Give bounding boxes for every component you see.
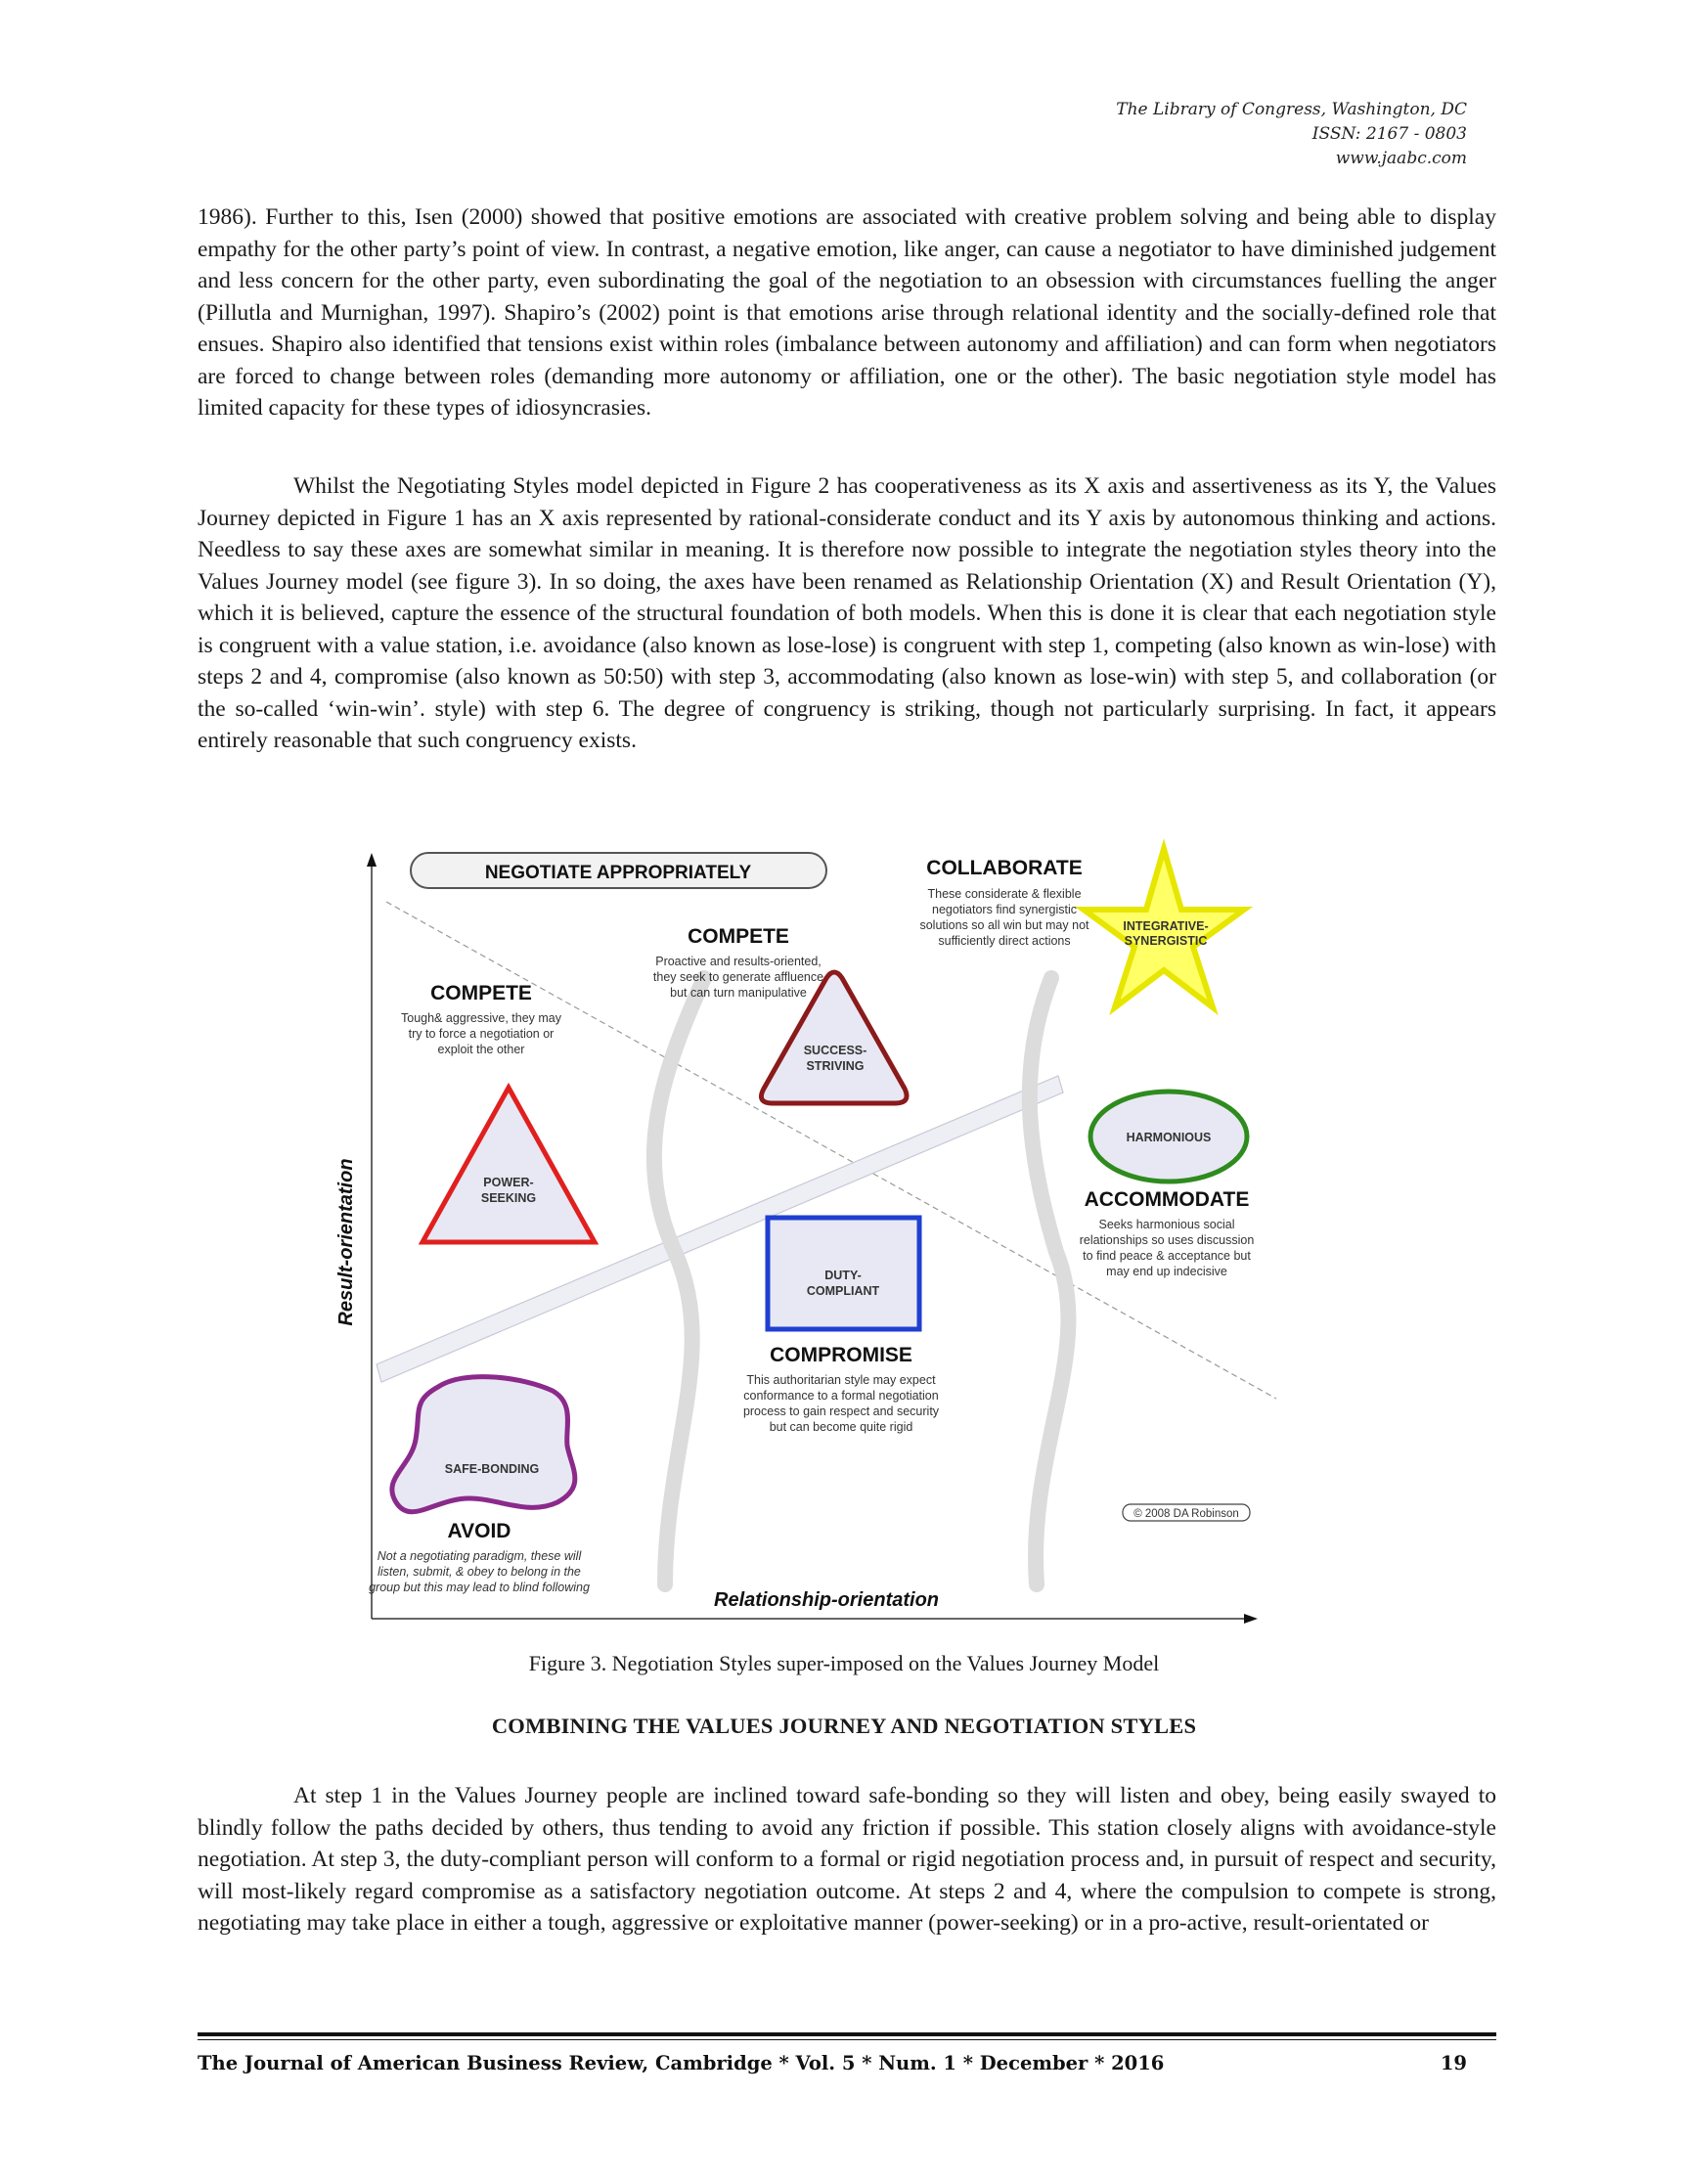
- success-label-1: SUCCESS-: [803, 1044, 867, 1057]
- compete-top-desc-3: but can turn manipulative: [670, 986, 807, 1000]
- compromise-desc-1: This authoritarian style may expect: [746, 1373, 936, 1387]
- compete-top-title: COMPETE: [688, 925, 789, 948]
- harmonious-label: HARMONIOUS: [1126, 1131, 1212, 1144]
- accommodate-desc-4: may end up indecisive: [1106, 1265, 1227, 1278]
- star-label-1: INTEGRATIVE-: [1123, 919, 1209, 933]
- values-journey-diagram: [335, 841, 1281, 1624]
- collaborate-desc-3: solutions so all win but may not: [919, 918, 1089, 932]
- section-heading: COMBINING THE VALUES JOURNEY AND NEGOTIATION STYLES: [491, 1714, 1197, 1738]
- compromise-desc-3: process to gain respect and security: [742, 1404, 940, 1418]
- compete-left-desc-3: exploit the other: [437, 1043, 525, 1056]
- duty-label-1: DUTY-: [824, 1269, 862, 1282]
- x-axis-label: Relationship-orientation: [714, 1589, 939, 1611]
- avoid-title: AVOID: [447, 1520, 511, 1542]
- accommodate-desc-3: to find peace & acceptance but: [1083, 1249, 1251, 1263]
- accommodate-desc-1: Seeks harmonious social: [1098, 1218, 1235, 1231]
- copyright-label: © 2008 DA Robinson: [1133, 1508, 1239, 1520]
- header-line-1: The Library of Congress, Washington, DC: [1116, 100, 1467, 119]
- journal-header: [1116, 98, 1467, 171]
- y-axis-label: Result-orientation: [335, 1158, 357, 1326]
- collaborate-desc-1: These considerate & flexible: [927, 887, 1082, 901]
- wave-left: [654, 978, 704, 1584]
- footer-journal: The Journal of American Business Review, Cambridge * Vol. 5 * Num. 1 * December * 2016: [198, 2052, 1165, 2074]
- body-paragraph-3: At step 1 in the Values Journey people are inclined toward safe-bonding so they will listen and obey, being easily swayed to blindly follow the paths decided by others, thus tending to avoid any friction if possible. This station closely aligns with avoidance-style negotiation. At step 3, the duty-compliant person will conform to a formal or rigid negotiation process and, in pursuit of respect and security, will most-likely regard compromise as a satisfactory negotiation outcome. At steps 2 and 4, where the compulsion to compete is strong, negotiating may take place in either a tough, aggressive or exploitative manner (power-seeking) or in a pro-active, result-orientated or: [198, 1783, 1496, 1936]
- body-paragraph-1: 1986). Further to this, Isen (2000) showed that positive emotions are associated with creative problem solving and being able to display empathy for the other party’s point of view. In contrast, a negative emotion, like anger, can cause a negotiator to have diminished judgement and less concern for the other party, even subordinating the goal of the negotiation to an obsession with circumstances fuelling the anger (Pillutla and Murnighan, 1997). Shapiro’s (2002) point is that emotions arise through relational identity and the socially-defined role that ensues. Shapiro also identified that tensions exist within roles (imbalance between autonomy and affiliation) and can form when negotiators are forced to change between roles (demanding more autonomy or affiliation, one or the other). The basic negotiation style model has limited capacity for these types of idiosyncrasies.: [198, 204, 1496, 421]
- star-label-2: SYNERGISTIC: [1124, 934, 1208, 948]
- figure-3: [335, 841, 1281, 1624]
- compete-left-desc-2: try to force a negotiation or: [408, 1027, 555, 1041]
- compete-top-desc-2: they seek to generate affluence: [652, 970, 824, 984]
- success-label-2: STRIVING: [806, 1059, 865, 1073]
- power-seeking-triangle: [422, 1088, 595, 1242]
- body-paragraph-2: Whilst the Negotiating Styles model depicted in Figure 2 has cooperativeness as its X axis and assertiveness as its Y, the Values Journey depicted in Figure 1 has an X axis represented by rational-considerate conduct and its Y axis by autonomous thinking and actions. Needless to say these axes are somewhat similar in meaning. It is therefore now possible to integrate the negotiation styles theory into the Values Journey model (see figure 3). In so doing, the axes have been renamed as Relationship Orientation (X) and Result Orientation (Y), which it is believed, capture the essence of the structural foundation of both models. When this is done it is clear that each negotiation style is congruent with a value station, i.e. avoidance (also known as lose-lose) is congruent with step 1, competing (also known as win-lose) with steps 2 and 4, compromise (also known as 50:50) with step 3, accommodating (also known as lose-win) with step 5, and collaboration (or the so-called ‘win-win’. style) with step 6. The degree of congruency is striking, though not particularly surprising. In fact, it appears entirely reasonable that such congruency exists.: [198, 473, 1496, 753]
- compete-left-title: COMPETE: [430, 982, 532, 1004]
- collaborate-title: COLLABORATE: [926, 857, 1083, 879]
- collaborate-desc-2: negotiators find synergistic: [932, 903, 1077, 916]
- accommodate-desc-2: relationships so uses discussion: [1079, 1233, 1255, 1247]
- avoid-desc-2: listen, submit, & obey to belong in the: [378, 1565, 581, 1579]
- compete-left-desc-1: Tough& aggressive, they may: [401, 1011, 561, 1025]
- page-number: 19: [1440, 2052, 1467, 2074]
- footer-rule-thick: [198, 2032, 1496, 2036]
- x-axis-arrow: [1244, 1614, 1258, 1624]
- power-label-2: SEEKING: [480, 1191, 537, 1205]
- power-label-1: POWER-: [483, 1176, 534, 1189]
- banner-label: NEGOTIATE APPROPRIATELY: [484, 863, 752, 883]
- duty-label-2: COMPLIANT: [806, 1284, 880, 1298]
- safe-bonding-label: SAFE-BONDING: [444, 1462, 540, 1476]
- y-axis-arrow: [367, 853, 377, 867]
- accommodate-title: ACCOMMODATE: [1084, 1188, 1250, 1211]
- figure-caption: Figure 3. Negotiation Styles super-imposed on the Values Journey Model: [528, 1651, 1160, 1675]
- compromise-desc-2: conformance to a formal negotiation: [743, 1389, 939, 1403]
- compete-top-desc-1: Proactive and results-oriented,: [655, 955, 822, 968]
- avoid-desc-1: Not a negotiating paradigm, these will: [377, 1549, 582, 1563]
- wave-right: [1030, 978, 1069, 1584]
- avoid-desc-3: group but this may lead to blind following: [369, 1581, 590, 1594]
- header-line-3: www.jaabc.com: [1335, 149, 1467, 168]
- safe-bonding-blob: [392, 1377, 575, 1512]
- compromise-desc-4: but can become quite rigid: [769, 1420, 913, 1434]
- footer-rule-thin: [198, 2039, 1496, 2040]
- compromise-title: COMPROMISE: [770, 1344, 912, 1366]
- collaborate-desc-4: sufficiently direct actions: [938, 934, 1071, 948]
- header-line-2: ISSN: 2167 - 0803: [1311, 124, 1467, 144]
